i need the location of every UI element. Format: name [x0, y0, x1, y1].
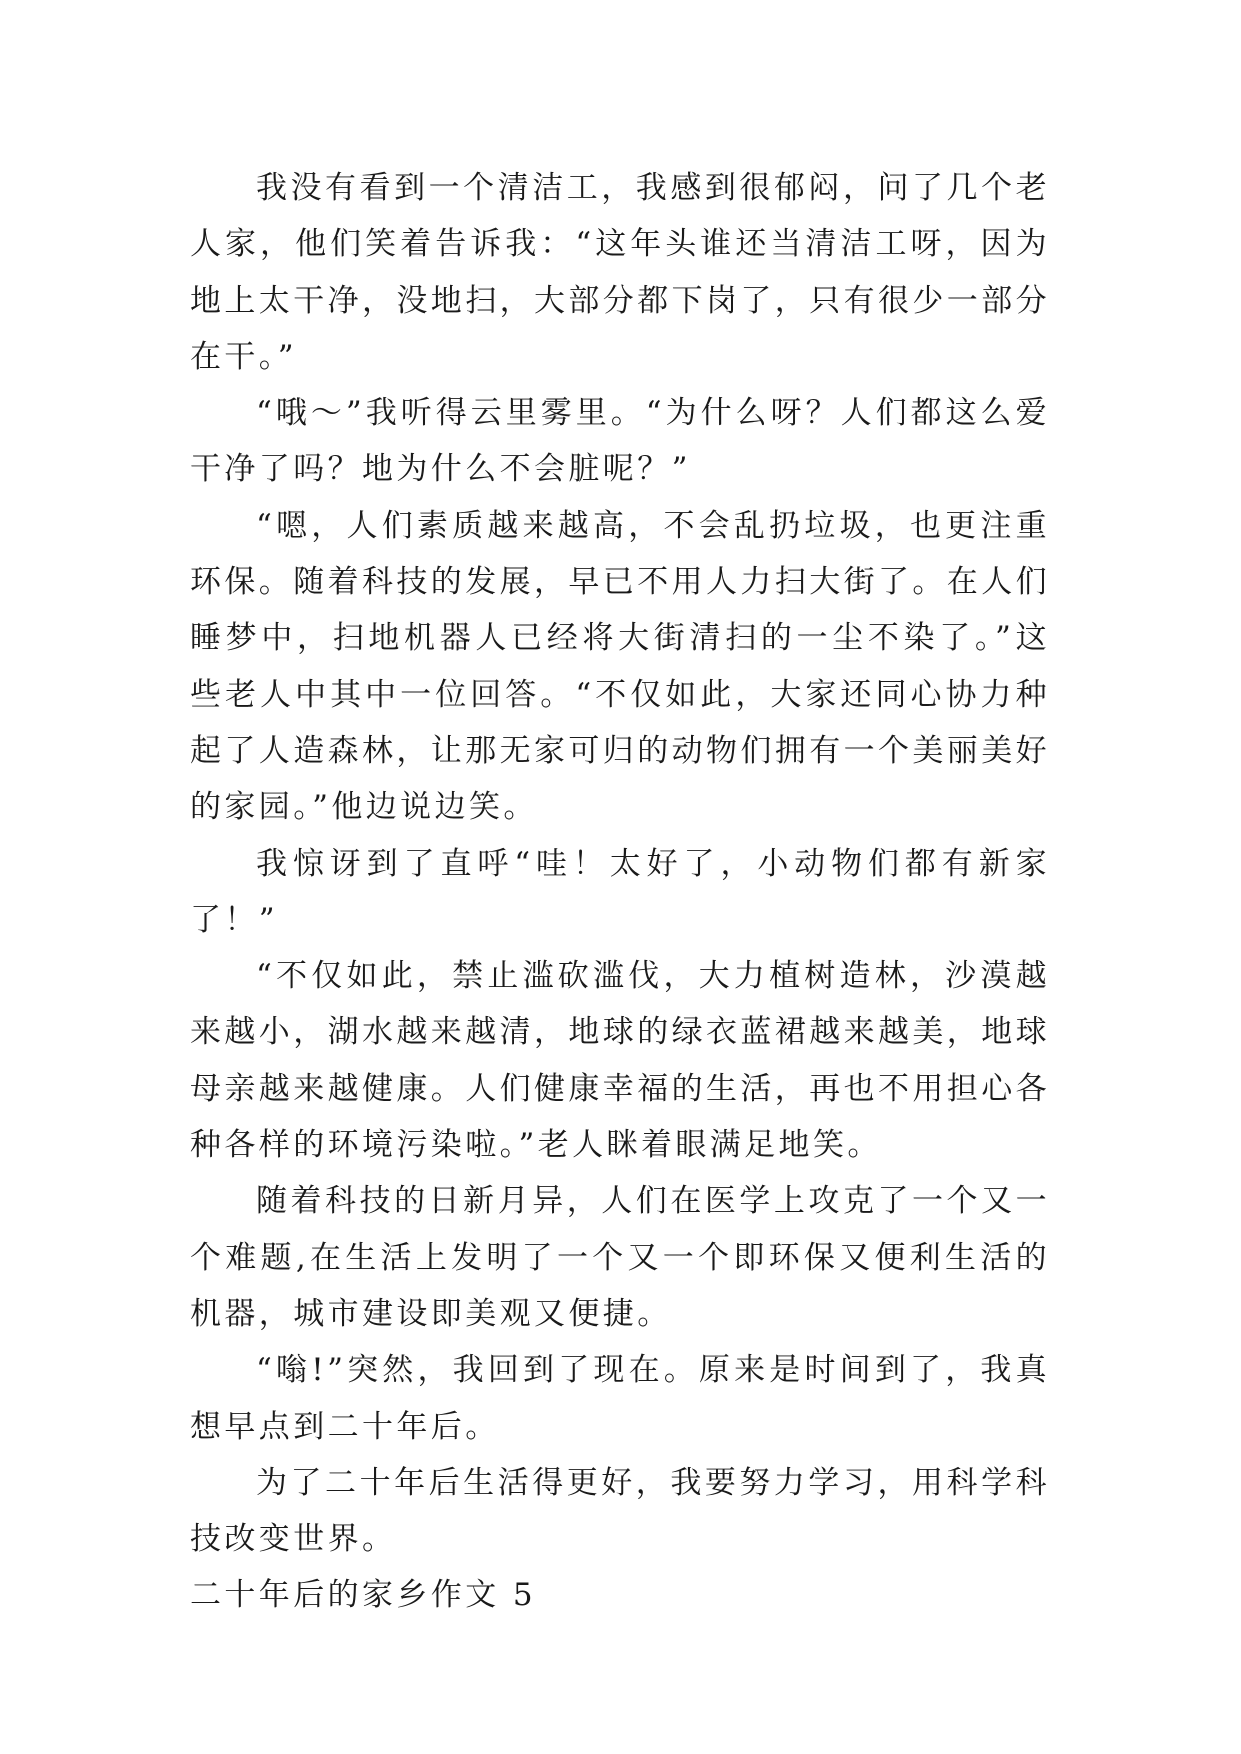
paragraph-environment: “不仅如此，禁止滥砍滥伐，大力植树造林，沙漠越来越小，湖水越来越清，地球的绿衣蓝裙越来越美，地球母亲越来越健康。人们健康幸福的生活，再也不用担心各种各样的环境污染啦。”老人眯着眼满足地笑。	[190, 958, 1050, 1164]
paragraph-cleaner: 我没有看到一个清洁工，我感到很郁闷，问了几个老人家，他们笑着告诉我：“这年头谁还当清洁工呀，因为地上太干净，没地扫，大部分都下岗了，只有很少一部分在干。”	[190, 170, 1050, 375]
paragraph-return: “嗡!”突然，我回到了现在。原来是时间到了，我真想早点到二十年后。	[190, 1352, 1050, 1445]
paragraph-technology: 随着科技的日新月异，人们在医学上攻克了一个又一个难题,在生活上发明了一个又一个即环保又便利生活的机器，城市建设即美观又便捷。	[190, 1183, 1050, 1332]
section-heading: 二十年后的家乡作文 5	[190, 1577, 536, 1614]
paragraph-surprise: 我惊讶到了直呼“哇！太好了，小动物们都有新家了！”	[190, 845, 1050, 938]
paragraph-question: “哦～”我听得云里雾里。“为什么呀？人们都这么爱干净了吗？地为什么不会脏呢？”	[190, 395, 1050, 488]
paragraph-elder-answer: “嗯，人们素质越来越高，不会乱扔垃圾，也更注重环保。随着科技的发展，早已不用人力扫大街了。在人们睡梦中，扫地机器人已经将大街清扫的一尘不染了。”这些老人中其中一位回答。“不仅如此，大家还同心协力种起了人造森林，让那无家可归的动物们拥有一个美丽美好的家园。”他边说边笑。	[190, 507, 1050, 826]
document-body	[190, 160, 1050, 1624]
paragraph-conclusion: 为了二十年后生活得更好，我要努力学习，用科学科技改变世界。	[190, 1464, 1050, 1558]
